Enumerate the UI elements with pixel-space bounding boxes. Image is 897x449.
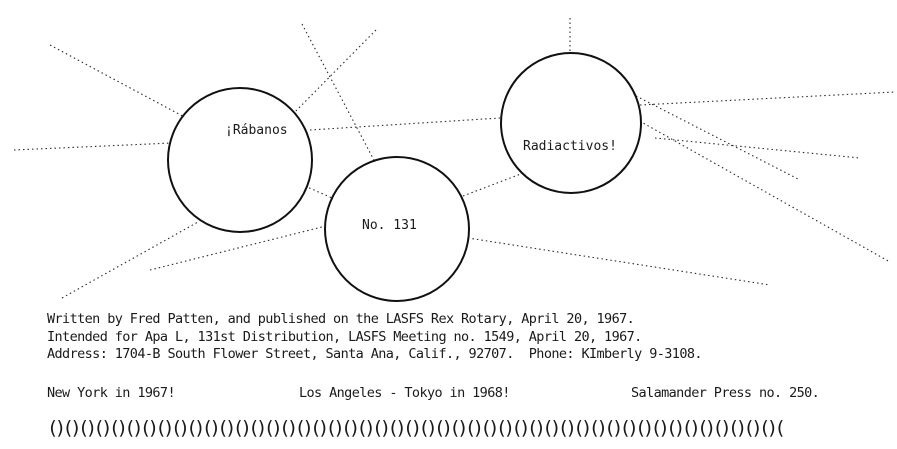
- press-number: Salamander Press no. 250.: [631, 385, 820, 401]
- colophon-line-1: Written by Fred Patten, and published on the LASFS Rex Rotary, April 20, 1967.: [47, 311, 635, 327]
- slogan-new-york: New York in 1967!: [47, 385, 175, 401]
- bubble-right-text: Radiactivos!: [523, 139, 617, 154]
- bubble-left: [168, 88, 312, 232]
- bubble-left-text: ¡Rábanos: [225, 123, 288, 138]
- bubble-center: [325, 157, 469, 301]
- bubble-right: [501, 53, 641, 193]
- colophon-line-2: Intended for Apa L, 131st Distribution, LASFS Meeting no. 1549, April 20, 1967.: [47, 329, 642, 345]
- slogan-los-angeles-tokyo: Los Angeles - Tokyo in 1968!: [299, 385, 510, 401]
- bubble-center-text: No. 131: [362, 218, 417, 233]
- colophon-line-3: Address: 1704-B South Flower Street, Santa Ana, Calif., 92707. Phone: KImberly 9-3108.: [47, 346, 702, 362]
- parenthesis-divider: ()()()()()()()()()()()()()()()()()()()()()()()()()()()()()()()()()()()()()()()()()()()()()()()(: [47, 417, 783, 439]
